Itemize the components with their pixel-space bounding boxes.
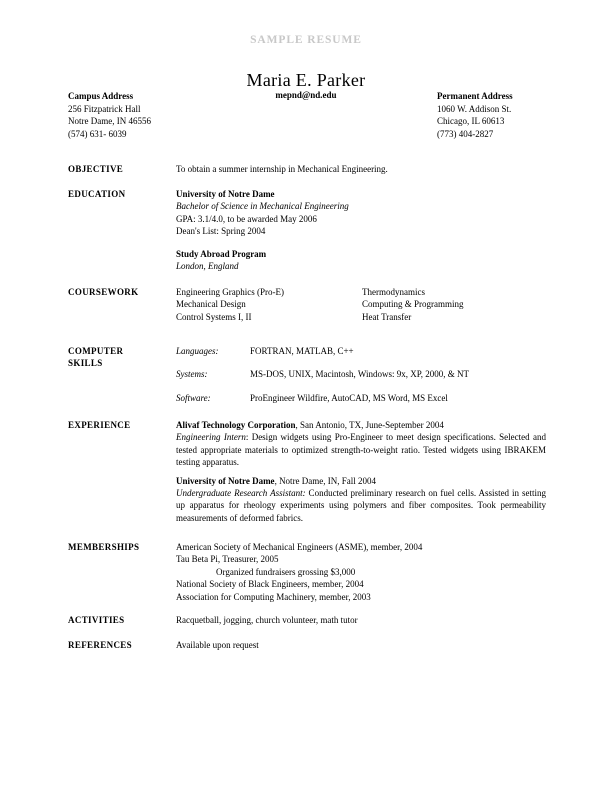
computer-skills-label-line-2: SKILLS (68, 358, 103, 369)
coursework-item: Mechanical Design (176, 299, 246, 310)
skill-value: FORTRAN, MATLAB, C++ (250, 346, 354, 356)
section-label-experience: EXPERIENCE (68, 420, 131, 430)
skill-row (176, 368, 546, 380)
section-body-computer-skills (176, 345, 546, 404)
experience-meta: , San Antonio, TX, June-September 2004 (295, 420, 444, 430)
experience-description-block (176, 487, 546, 524)
section-body-activities (176, 614, 546, 626)
section-label-education: EDUCATION (68, 189, 126, 199)
campus-address-phone: (574) 631- 6039 (68, 128, 127, 139)
education-honors: Dean's List: Spring 2004 (176, 226, 266, 237)
membership-item: American Society of Mechanical Engineers (ASME), member, 2004 (176, 542, 423, 552)
section-coursework (68, 286, 546, 323)
section-education (68, 188, 546, 238)
permanent-address-block (437, 90, 513, 140)
section-references (68, 639, 546, 651)
section-label-objective: OBJECTIVE (68, 164, 124, 174)
candidate-name: Maria E. Parker (246, 70, 366, 90)
section-label-memberships: MEMBERSHIPS (68, 542, 140, 552)
campus-address-block (68, 90, 151, 140)
study-abroad-title: Study Abroad Program (176, 249, 267, 259)
experience-title: Engineering Intern (176, 432, 246, 443)
objective-text: To obtain a summer internship in Mechanical Engineering. (176, 164, 388, 174)
section-label-activities: ACTIVITIES (68, 615, 125, 625)
skill-value: MS-DOS, UNIX, Macintosh, Windows: 9x, XP, 2000, & NT (250, 369, 469, 380)
skill-value: ProEngineer Wildfire, AutoCAD, MS Word, MS Excel (250, 392, 448, 403)
skill-category: Languages: (176, 346, 219, 356)
section-experience (68, 419, 546, 524)
coursework-row (176, 311, 546, 323)
skill-category: Systems: (176, 369, 208, 380)
skill-row (176, 345, 546, 357)
section-activities (68, 614, 546, 626)
study-abroad-location: London, England (176, 261, 239, 272)
membership-item: Tau Beta Pi, Treasurer, 2005 (176, 554, 279, 565)
experience-meta: , Notre Dame, IN, Fall 2004 (274, 475, 377, 486)
campus-address-line-2: Notre Dame, IN 46556 (68, 116, 151, 127)
coursework-item: Heat Transfer (362, 311, 412, 322)
activities-text: Racquetball, jogging, church volunteer, math tutor (176, 615, 358, 625)
skill-category: Software: (176, 392, 211, 403)
skill-row (176, 392, 546, 404)
coursework-row (176, 286, 546, 298)
coursework-item: Engineering Graphics (Pro-E) (176, 287, 284, 297)
campus-address-line-1: 256 Fitzpatrick Hall (68, 103, 141, 114)
references-text: Available upon request (176, 640, 259, 650)
experience-employer-line (176, 419, 546, 431)
coursework-item: Computing & Programming (362, 299, 464, 310)
section-memberships (68, 541, 546, 603)
experience-employer-line (176, 475, 546, 487)
section-body-study-abroad (176, 248, 546, 273)
section-body-education (176, 188, 546, 238)
experience-title: Undergraduate Research Assistant: (176, 488, 306, 499)
campus-address-title: Campus Address (68, 91, 134, 101)
experience-description-block (176, 431, 546, 468)
section-label-references: REFERENCES (68, 640, 133, 650)
section-computer-skills (68, 345, 546, 404)
section-body-coursework (176, 286, 546, 323)
experience-description: : Design widgets using Pro-Engineer to meet design specifications. Selected and tested appropriate materials to optimized strength-to-weight ratio. Tested widgets using IBRAKEM testing apparatus. (176, 432, 546, 468)
candidate-email: mepnd@nd.edu (275, 90, 337, 100)
coursework-row (176, 298, 546, 310)
section-study-abroad (68, 248, 546, 273)
experience-entry (176, 419, 546, 469)
section-body-experience (176, 419, 546, 524)
education-school: University of Notre Dame (176, 189, 275, 199)
coursework-item: Thermodynamics (362, 287, 425, 297)
education-degree: Bachelor of Science in Mechanical Engineering (176, 201, 349, 212)
permanent-address-line-2: Chicago, IL 60613 (437, 116, 505, 127)
section-body-references (176, 639, 546, 651)
experience-employer: Alivaf Technology Corporation (176, 420, 296, 430)
membership-item: Association for Computing Machinery, member, 2003 (176, 591, 371, 602)
experience-description: Conducted preliminary research on fuel cells. Assisted in setting up apparatus for rheology experiments using polymers and fiber composites. Took permeability measurements of deformed fabrics. (176, 488, 546, 523)
section-body-memberships (176, 541, 546, 603)
experience-employer: University of Notre Dame (176, 475, 275, 486)
membership-item: National Society of Black Engineers, member, 2004 (176, 579, 364, 590)
section-label-coursework: COURSEWORK (68, 287, 139, 297)
section-body-objective (176, 163, 546, 175)
permanent-address-line-1: 1060 W. Addison St. (437, 103, 512, 114)
experience-entry (176, 475, 546, 525)
membership-sub-item: Organized fundraisers grossing $3,000 (216, 566, 356, 577)
computer-skills-label-line-1: COMPUTER (68, 346, 124, 356)
education-gpa: GPA: 3.1/4.0, to be awarded May 2006 (176, 213, 317, 224)
permanent-address-phone: (773) 404-2827 (437, 128, 494, 139)
sample-resume-watermark: SAMPLE RESUME (250, 34, 362, 46)
permanent-address-title: Permanent Address (437, 91, 513, 101)
section-objective (68, 163, 546, 175)
coursework-item: Control Systems I, II (176, 311, 252, 322)
section-label-computer-skills (68, 345, 173, 370)
